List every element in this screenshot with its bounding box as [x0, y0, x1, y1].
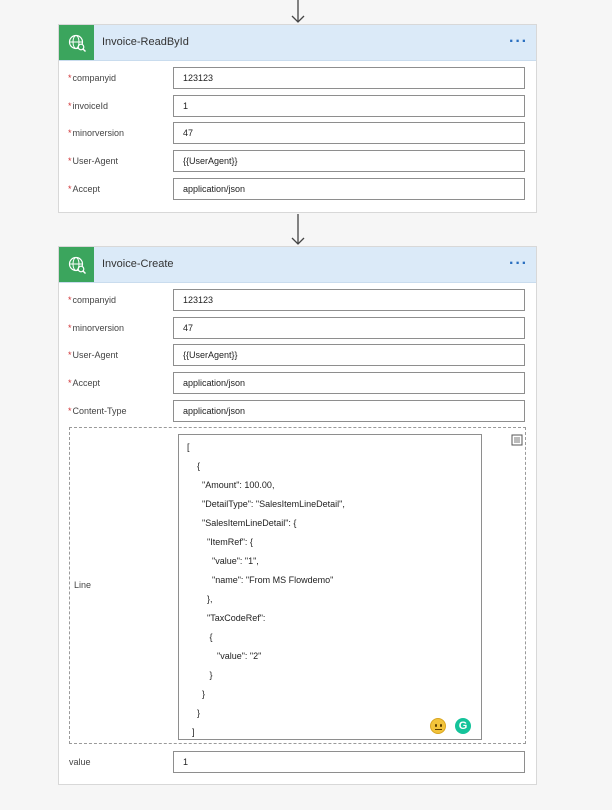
field-row-invoiceid	[59, 95, 536, 117]
code-line: },	[187, 594, 213, 604]
field-row-minorversion	[59, 122, 536, 144]
code-line: }	[187, 670, 213, 680]
field-row-accept	[59, 372, 536, 394]
code-line: {	[187, 632, 213, 642]
field-label: *minorversion	[68, 323, 125, 333]
content-type-input[interactable]: application/json	[173, 400, 525, 422]
code-line: ]	[187, 727, 195, 737]
code-line: "ItemRef": {	[187, 537, 253, 547]
grammarly-icon[interactable]: G	[455, 718, 471, 734]
code-line: "TaxCodeRef":	[187, 613, 266, 623]
action-card-invoice-readbyid	[58, 24, 537, 213]
field-row-accept	[59, 178, 536, 200]
field-label: *Accept	[68, 184, 101, 194]
invoiceid-input[interactable]: 1	[173, 95, 525, 117]
code-line: "value": "2"	[187, 651, 262, 661]
code-line: "DetailType": "SalesItemLineDetail",	[187, 499, 345, 509]
card-header[interactable]	[59, 25, 536, 61]
field-label: value	[69, 757, 91, 767]
field-label: *Accept	[68, 378, 101, 388]
action-card-invoice-create	[58, 246, 537, 785]
code-line: "Amount": 100.00,	[187, 480, 275, 490]
card-title: Invoice-ReadById	[102, 36, 189, 48]
card-header[interactable]	[59, 247, 536, 283]
accept-input[interactable]: application/json	[173, 178, 525, 200]
line-section	[69, 427, 526, 744]
field-row-user-agent	[59, 150, 536, 172]
field-row-value	[59, 751, 536, 773]
code-line: "value": "1",	[187, 556, 259, 566]
code-line: {	[187, 461, 201, 471]
more-options-button[interactable]: ···	[509, 255, 528, 272]
field-row-user-agent	[59, 344, 536, 366]
user-agent-input[interactable]: {{UserAgent}}	[173, 344, 525, 366]
emoji-icon[interactable]	[430, 718, 446, 734]
field-row-companyid	[59, 67, 536, 89]
field-label: *minorversion	[68, 128, 125, 138]
globe-search-icon	[59, 25, 94, 60]
card-title: Invoice-Create	[102, 258, 174, 270]
line-label: Line	[74, 580, 92, 590]
value-input[interactable]: 1	[173, 751, 525, 773]
accept-input[interactable]: application/json	[173, 372, 525, 394]
arrow-down-icon	[289, 0, 307, 24]
code-line: "name": "From MS Flowdemo"	[187, 575, 334, 585]
line-code-editor[interactable]	[178, 434, 482, 740]
field-label: *User-Agent	[68, 156, 119, 166]
field-label: *invoiceId	[68, 101, 109, 111]
code-view-toggle-icon[interactable]	[511, 434, 523, 446]
field-label: *companyid	[68, 73, 117, 83]
more-options-button[interactable]: ···	[509, 33, 528, 50]
code-line: }	[187, 708, 201, 718]
code-line: "SalesItemLineDetail": {	[187, 518, 297, 528]
companyid-input[interactable]: 123123	[173, 67, 525, 89]
arrow-down-icon	[289, 214, 307, 246]
field-row-content-type	[59, 400, 536, 422]
companyid-input[interactable]: 123123	[173, 289, 525, 311]
code-line: }	[187, 689, 206, 699]
minorversion-input[interactable]: 47	[173, 317, 525, 339]
field-label: *companyid	[68, 295, 117, 305]
field-label: *Content-Type	[68, 406, 127, 416]
field-row-companyid	[59, 289, 536, 311]
field-label: *User-Agent	[68, 350, 119, 360]
minorversion-input[interactable]: 47	[173, 122, 525, 144]
user-agent-input[interactable]: {{UserAgent}}	[173, 150, 525, 172]
field-row-minorversion	[59, 317, 536, 339]
code-line: [	[187, 442, 190, 452]
globe-search-icon	[59, 247, 94, 282]
